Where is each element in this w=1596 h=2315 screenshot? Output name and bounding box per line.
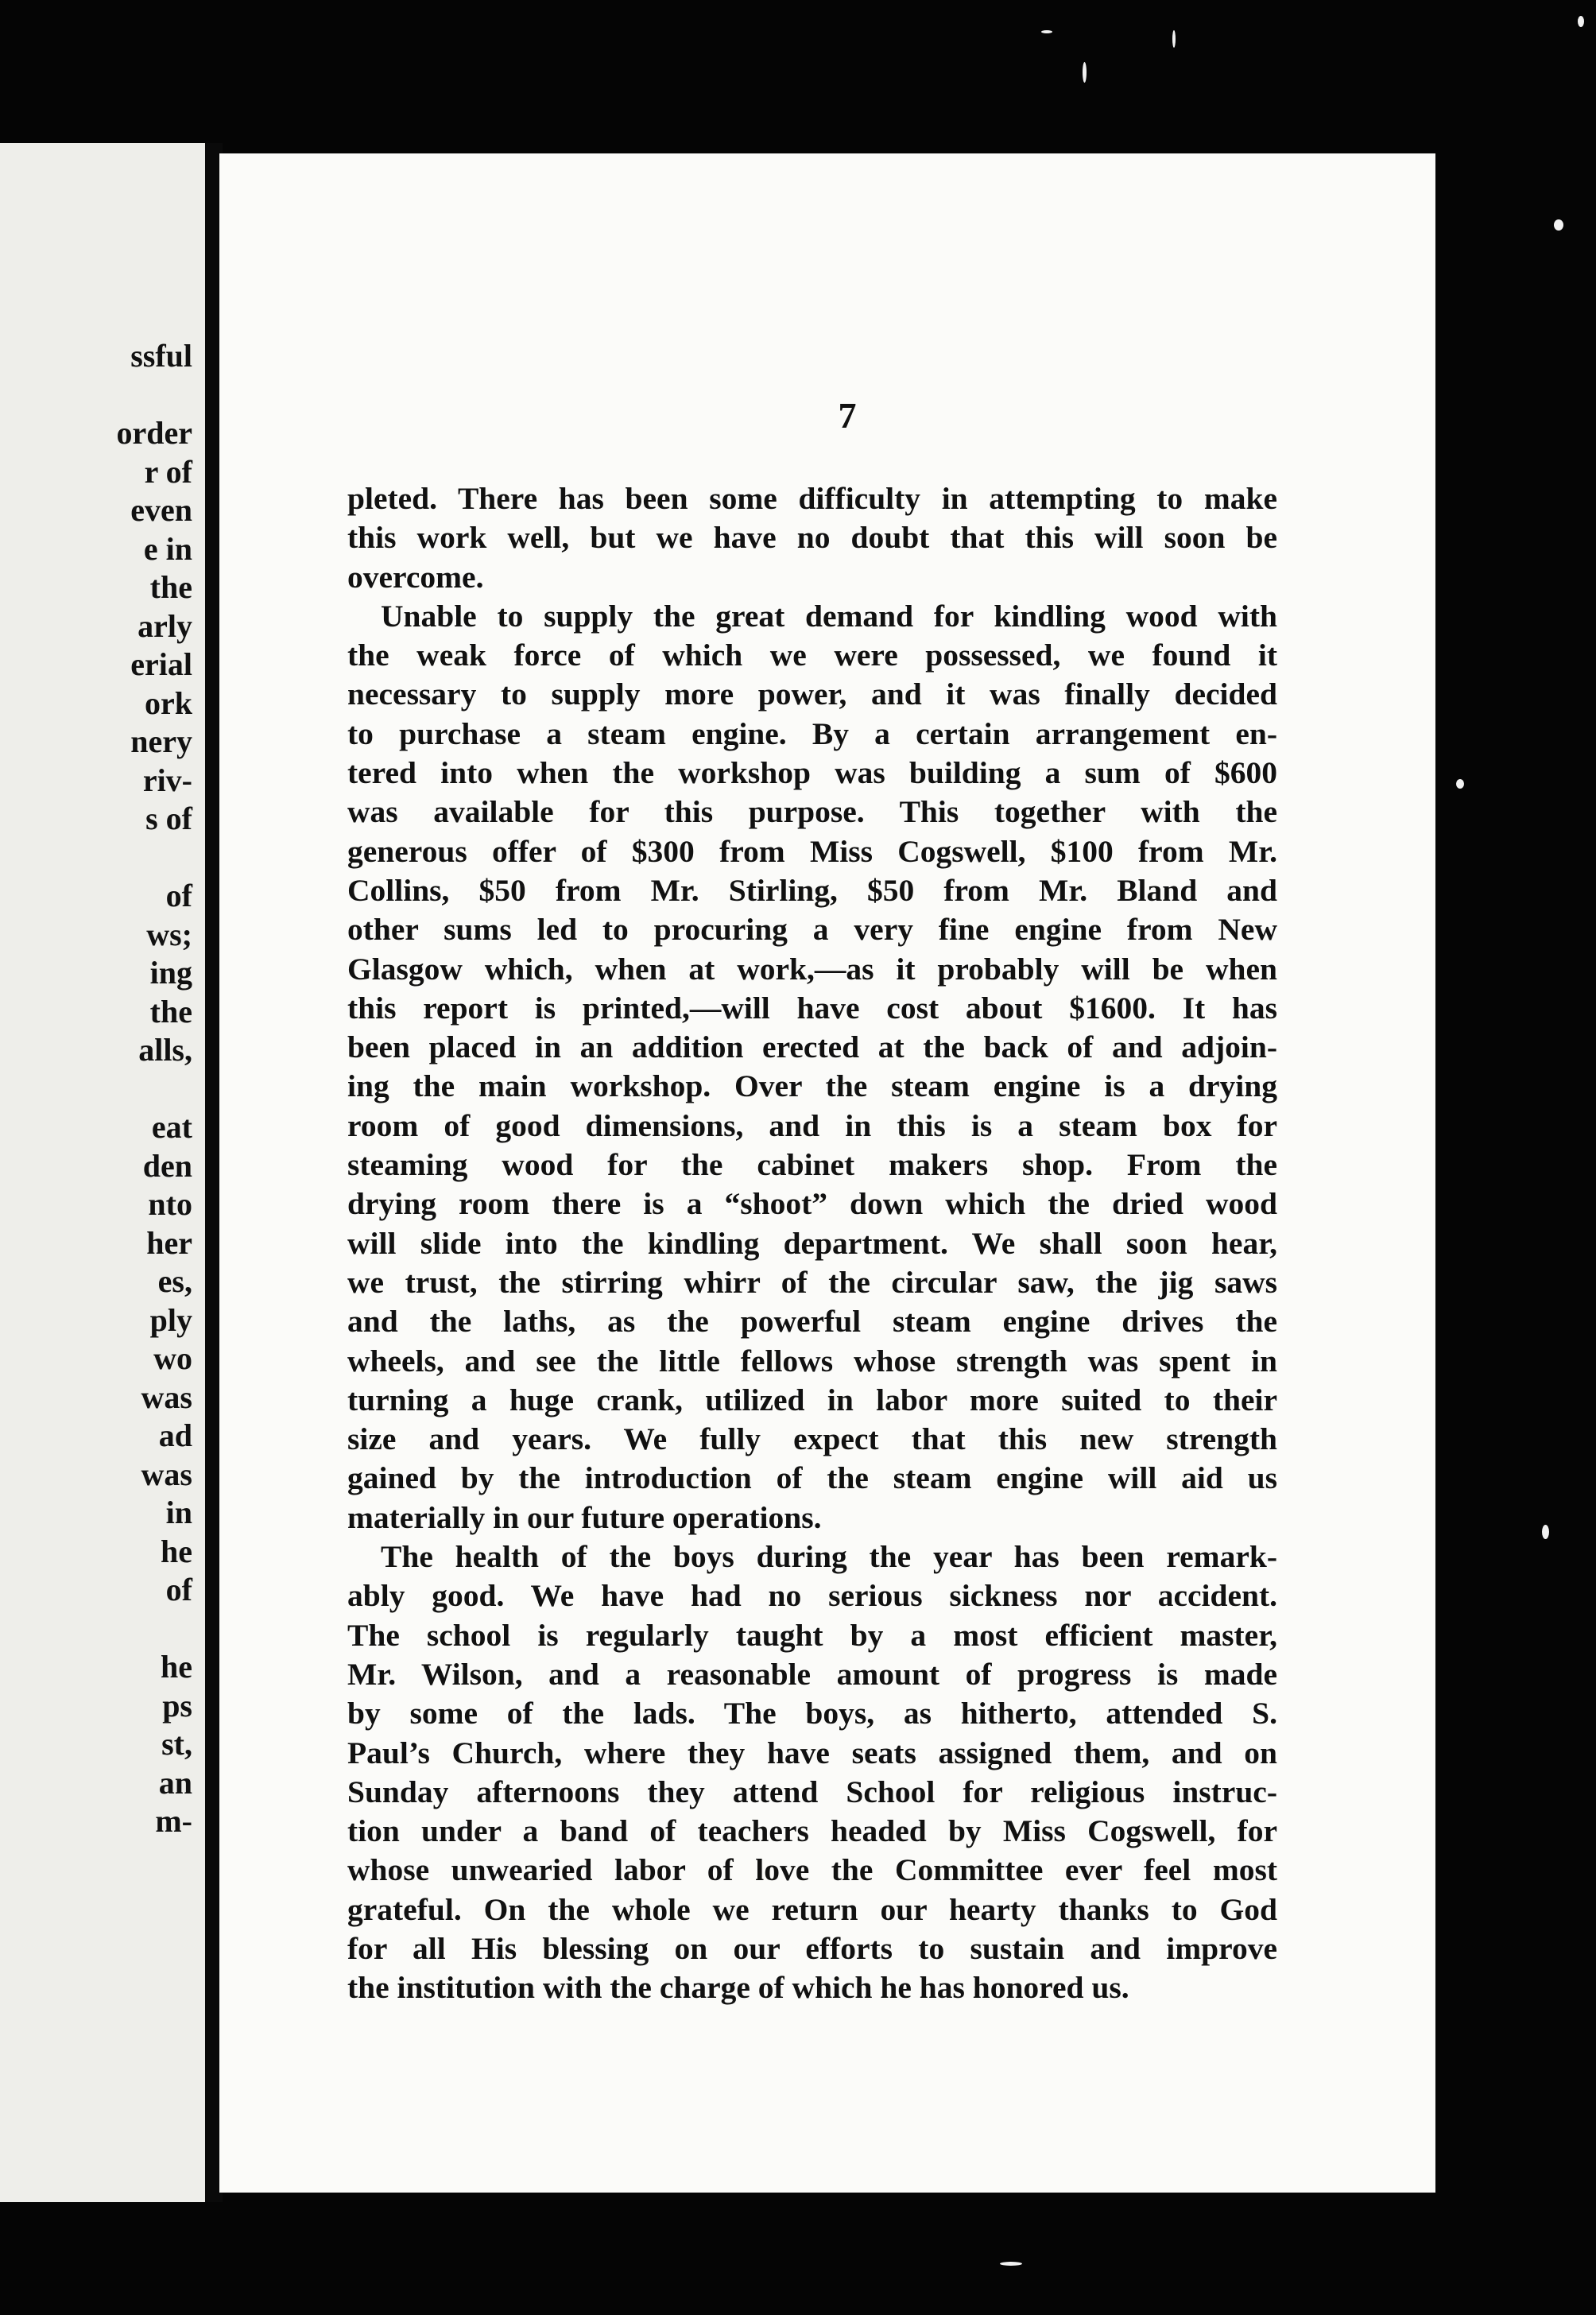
dust-speck xyxy=(1083,62,1087,83)
text-line: this report is printed,—will have cost about $1600. It has xyxy=(347,990,1277,1026)
previous-page-fragment: r of xyxy=(144,453,192,490)
previous-page-fragment: erial xyxy=(130,646,192,682)
dust-speck xyxy=(1554,219,1563,231)
previous-page-fragment: of xyxy=(165,878,192,913)
text-line: room of good dimensions, and in this is a steam box for xyxy=(347,1107,1277,1143)
text-line: Unable to supply the great demand for kindling wood with xyxy=(381,598,1277,634)
text-line: Mr. Wilson, and a reasonable amount of progress is made xyxy=(347,1656,1277,1692)
text-line: this work well, but we have no doubt that this will soon be xyxy=(347,520,1277,556)
previous-page-fragment: es, xyxy=(157,1263,192,1299)
text-line: ably good. We have had no serious sickness nor accident. xyxy=(347,1578,1277,1614)
text-line: by some of the lads. The boys, as hitherto, attended S. xyxy=(347,1696,1277,1731)
text-line: The health of the boys during the year has been remark- xyxy=(381,1539,1277,1575)
text-line: to purchase a steam engine. By a certain arrangement en- xyxy=(347,715,1277,751)
text-line: grateful. On the whole we return our hearty thanks to God xyxy=(347,1891,1277,1927)
previous-page-fragment: her xyxy=(146,1224,192,1261)
text-line: other sums led to procuring a very fine engine from New xyxy=(347,912,1277,948)
text-line: necessary to supply more power, and it was finally decided xyxy=(347,677,1277,712)
previous-page-fragment: ws; xyxy=(146,916,192,952)
previous-page-fragment: e in xyxy=(143,530,192,567)
text-line: Collins, $50 from Mr. Stirling, $50 from Mr. Bland and xyxy=(347,872,1277,908)
text-line: the weak force of which we were possessed, we found it xyxy=(347,638,1277,673)
previous-page-fragment: st, xyxy=(161,1726,192,1762)
previous-page-edge xyxy=(0,143,205,2202)
previous-page-fragment: arly xyxy=(138,607,192,644)
previous-page-fragment: in xyxy=(165,1495,192,1530)
previous-page-fragment: was xyxy=(141,1379,192,1415)
previous-page-fragment: nto xyxy=(148,1186,192,1222)
text-line: drying room there is a “shoot” down which the dried wood xyxy=(347,1186,1277,1222)
text-line: wheels, and see the little fellows whose strength was spent in xyxy=(347,1343,1277,1379)
previous-page-fragment: ing xyxy=(149,955,192,991)
text-line: was available for this purpose. This together with the xyxy=(347,794,1277,830)
text-line: will slide into the kindling department. We shall soon hear, xyxy=(347,1225,1277,1261)
previous-page-fragment: riv- xyxy=(142,762,192,798)
text-line: and the laths, as the powerful steam engine drives the xyxy=(347,1304,1277,1340)
text-line: for all His blessing on our efforts to sustain and improve xyxy=(347,1930,1277,1966)
text-line: generous offer of $300 from Miss Cogswell, $100 from Mr. xyxy=(347,833,1277,869)
previous-page-fragment: order xyxy=(116,415,192,451)
text-line: tered into when the workshop was building a sum of $600 xyxy=(347,755,1277,791)
previous-page-fragment: the xyxy=(149,993,192,1030)
previous-page-fragment: wo xyxy=(153,1340,192,1376)
text-line: Sunday afternoons they attend School for religious instruc- xyxy=(347,1774,1277,1809)
previous-page-fragment: even xyxy=(130,492,192,528)
dust-speck xyxy=(1542,1525,1549,1539)
previous-page-fragment: den xyxy=(142,1147,192,1184)
previous-page-fragment: ad xyxy=(158,1417,192,1453)
text-line: The school is regularly taught by a most efficient master, xyxy=(347,1617,1277,1653)
text-line: gained by the introduction of the steam engine will aid us xyxy=(347,1460,1277,1496)
text-line: size and years. We fully expect that this new strength xyxy=(347,1421,1277,1457)
previous-page-fragment: was xyxy=(141,1456,192,1492)
previous-page-fragment: of xyxy=(165,1572,192,1607)
text-line: steaming wood for the cabinet makers shop. From the xyxy=(347,1147,1277,1183)
dust-speck xyxy=(1041,30,1052,33)
dust-speck xyxy=(1456,779,1464,789)
previous-page-text-fragments xyxy=(0,143,199,2202)
text-line: the institution with the charge of which he has honored us. xyxy=(347,1970,1129,2006)
page-number: 7 xyxy=(838,395,857,436)
previous-page-fragment: the xyxy=(149,569,192,605)
text-line: ing the main workshop. Over the steam engine is a drying xyxy=(347,1068,1277,1104)
dust-speck xyxy=(1578,16,1584,27)
previous-page-fragment: alls, xyxy=(138,1032,192,1068)
previous-page-fragment: an xyxy=(158,1764,192,1801)
dust-speck xyxy=(1000,2262,1022,2266)
text-line: materially in our future operations. xyxy=(347,1499,822,1535)
text-line: Glasgow which, when at work,—as it probably will be when xyxy=(347,951,1277,987)
text-line: tion under a band of teachers headed by Miss Cogswell, for xyxy=(347,1813,1277,1849)
previous-page-fragment: ps xyxy=(162,1687,192,1724)
previous-page-fragment: ply xyxy=(149,1301,192,1338)
previous-page-fragment: he xyxy=(161,1649,192,1685)
previous-page-fragment: ork xyxy=(145,684,192,721)
document-page xyxy=(219,153,1435,2193)
text-line: overcome. xyxy=(347,559,484,595)
text-line: whose unwearied labor of love the Committee ever feel most xyxy=(347,1852,1277,1888)
previous-page-fragment: ssful xyxy=(130,338,192,374)
text-line: Paul’s Church, where they have seats assigned them, and on xyxy=(347,1735,1277,1770)
previous-page-fragment: s of xyxy=(145,801,192,836)
page-body-text xyxy=(347,479,1277,2008)
text-line: turning a huge crank, utilized in labor more suited to their xyxy=(347,1382,1277,1417)
previous-page-fragment: nery xyxy=(130,723,192,759)
text-line: pleted. There has been some difficulty in attempting to make xyxy=(347,481,1277,516)
dust-speck xyxy=(1172,30,1176,48)
previous-page-fragment: he xyxy=(161,1533,192,1569)
previous-page-fragment: eat xyxy=(151,1109,192,1145)
text-line: been placed in an addition erected at the back of and adjoin- xyxy=(347,1030,1277,1065)
previous-page-fragment: m- xyxy=(155,1803,192,1839)
text-line: we trust, the stirring whirr of the circular saw, the jig saws xyxy=(347,1264,1277,1300)
